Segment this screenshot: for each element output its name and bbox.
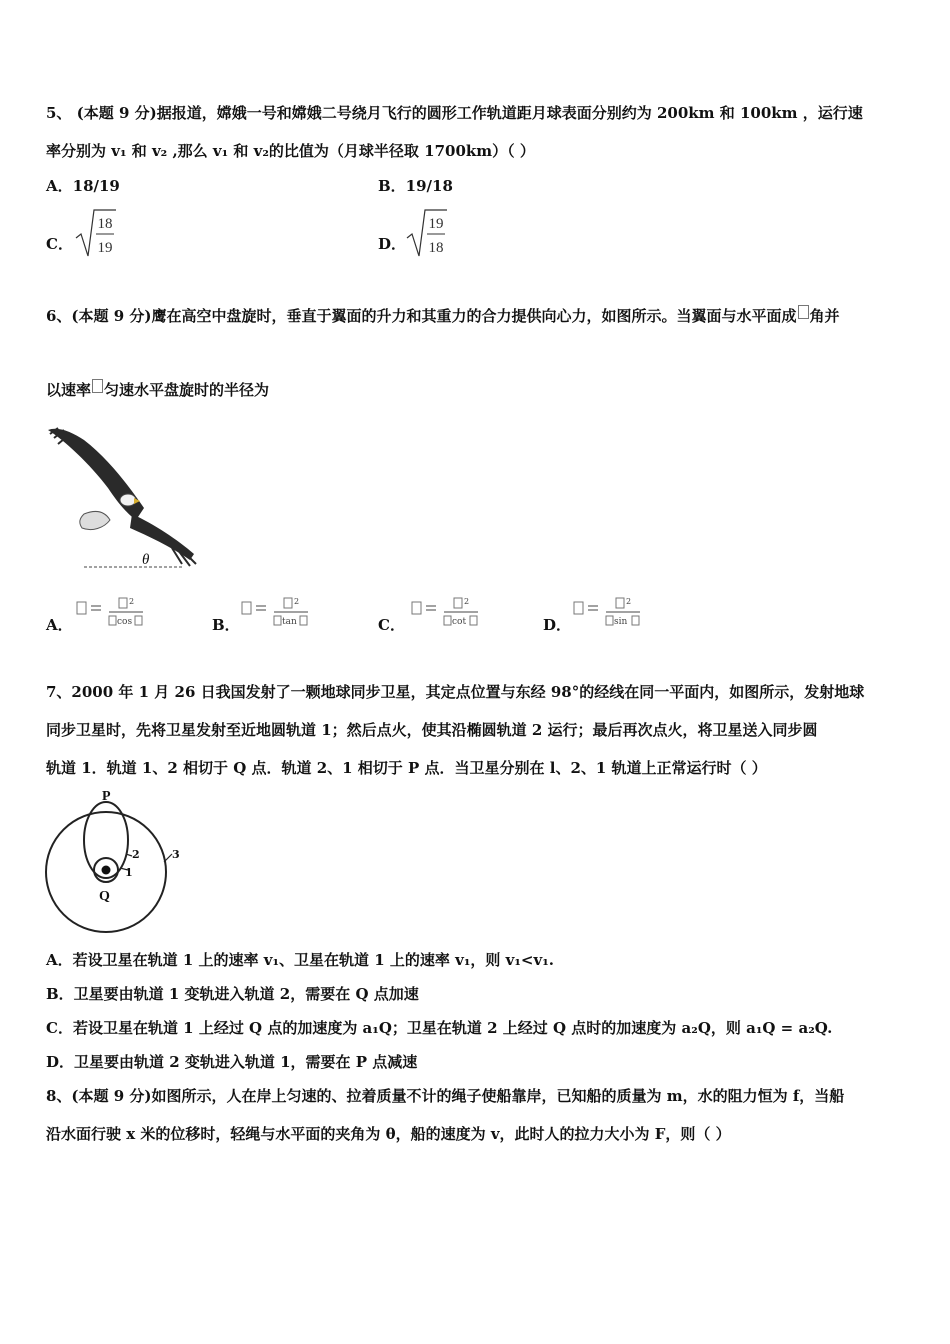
q5-line1: 5、 (本题 9 分)据报道，嫦娥一号和嫦娥二号绕月飞行的圆形工作轨道距月球表面分别约为 200km 和 100km ，运行速 [46,104,863,122]
q6-line1-text: 6、(本题 9 分)鹰在高空中盘旋时，垂直于翼面的升力和其重力的合力提供向心力，如图所示。当翼面与水平面成 [46,307,797,325]
q5-option-c-sqrt [74,206,118,260]
q7-option-b: B．卫星要由轨道 1 变轨进入轨道 2，需要在 Q 点加速 [46,985,419,1003]
q6-option-a: A． [46,616,73,634]
q7-option-d: D．卫星要由轨道 2 变轨进入轨道 1，需要在 P 点减速 [46,1053,418,1071]
svg-text:2: 2 [626,597,632,606]
q6-line2-tail: 匀速水平盘旋时的半径为 [104,381,270,399]
orbit-label-3: 3 [172,848,180,861]
q6-option-c-formula [410,594,482,630]
q7-option-a: A．若设卫星在轨道 1 上的速率 v₁、卫星在轨道 1 上的速率 v₁，则 v₁<v₁. [46,951,555,969]
q7-line2: 同步卫星时，先将卫星发射至近地圆轨道 1；然后点火，使其沿椭圆轨道 2 运行；最后再次点火，将卫星送入同步圆 [46,721,818,739]
svg-text:cos: cos [117,617,133,627]
q5-option-a: A．18/19 [46,177,120,195]
q7-option-c: C．若设卫星在轨道 1 上经过 Q 点的加速度为 a₁Q；卫星在轨道 2 上经过 Q 点时的加速度为 a₂Q，则 a₁Q = a₂Q. [46,1019,833,1037]
q6-option-b: B． [212,616,240,634]
q5-option-d-label: D． [378,235,407,253]
q7-line3: 轨道 1．轨道 1、2 相切于 Q 点．轨道 2、1 相切于 P 点．当卫星分别在 l、2、1 轨道上正常运行时（ ） [46,759,767,777]
q5-option-c-label: C． [46,235,73,253]
svg-text:2: 2 [129,597,135,606]
svg-text:sin: sin [614,617,628,627]
q5-option-b: B．19/18 [378,177,453,195]
eagle-figure [44,424,200,574]
q6-option-a-formula [75,594,147,630]
q5-option-d-den: 18 [428,240,444,256]
missing-glyph-icon [92,379,103,393]
q6-option-d: D． [543,616,572,634]
q7-line1: 7、2000 年 1 月 26 日我国发射了一颗地球同步卫星，其定点位置与东经 98°的经线在同一平面内，如图所示，发射地球 [46,683,865,701]
q5-option-d-num: 19 [428,216,444,232]
svg-text:2: 2 [464,597,470,606]
q6-line2 [46,379,269,400]
missing-glyph-icon [798,305,809,319]
q5-option-c-num: 18 [97,216,113,232]
q8-line2: 沿水面行驶 x 米的位移时，轻绳与水平面的夹角为 θ，船的速度为 v，此时人的拉力大小为 F，则（ ） [46,1125,731,1143]
q8-line1: 8、(本题 9 分)如图所示，人在岸上匀速的、拉着质量不计的绳子使船靠岸，已知船的质量为 m，水的阻力恒为 f，当船 [46,1087,845,1105]
q6-option-c: C． [378,616,405,634]
svg-text:tan: tan [282,617,297,627]
orbit-label-p: P [102,789,111,804]
q6-line1 [46,305,840,326]
orbit-label-2: 2 [132,848,140,861]
q5-option-d-sqrt [405,206,449,260]
q6-theta-label: θ [142,552,150,568]
q5-option-c-den: 19 [97,240,113,256]
svg-text:cot: cot [452,617,467,627]
orbit-label-q: Q [99,889,110,904]
q6-option-d-formula [572,594,644,630]
q6-line2-text: 以速率 [46,381,92,399]
orbit-diagram [40,786,190,936]
orbit-label-1: 1 [125,866,133,879]
q6-option-b-formula [240,594,312,630]
q5-line2: 率分别为 v₁ 和 v₂ ,那么 v₁ 和 v₂的比值为（月球半径取 1700km）（ ） [46,142,535,160]
q6-line1-tail: 角并 [809,307,840,325]
svg-text:2: 2 [294,597,300,606]
